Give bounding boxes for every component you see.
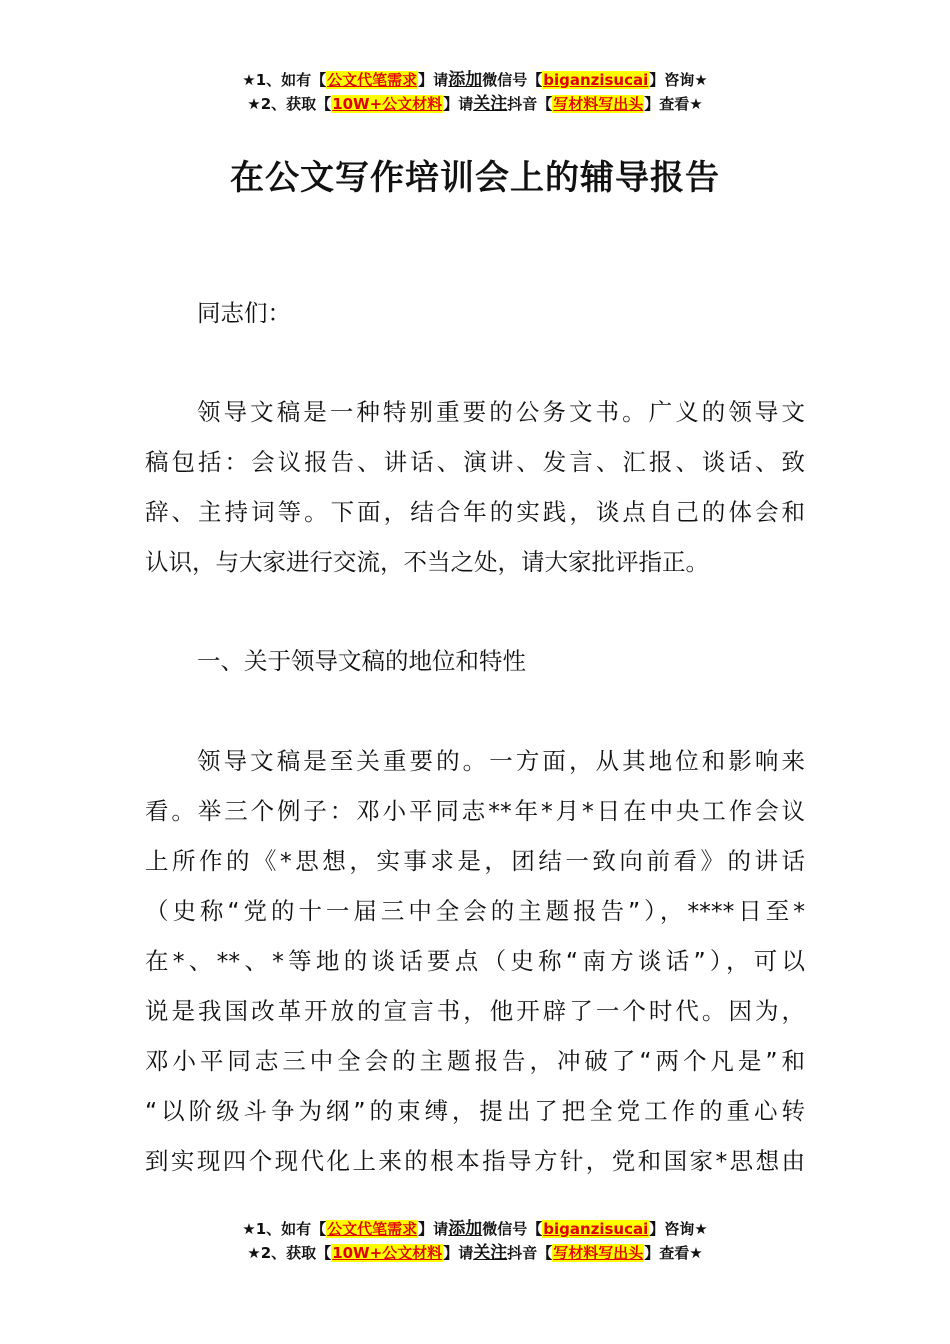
text-line: 认识，与大家进行交流，不当之处，请大家批评指正。 [145,548,709,576]
text-line: “以阶级斗争为纲”的束缚，提出了把全党工作的重心转 [145,1097,805,1125]
promo-underlined: 关注 [473,1243,508,1263]
promo-banner-top [0,68,950,116]
promo-text: 】咨询★ [649,71,708,89]
promo-text: 微信号【 [482,1220,543,1238]
text-line: 到实现四个现代化上来的根本指导方针，党和国家*思想由 [145,1147,805,1175]
promo-highlight: 10W+公文材料 [332,1244,443,1262]
promo-text: 】请 [418,71,449,89]
text-line: 辞、主持词等。下面，结合年的实践，谈点自己的体会和 [145,498,805,526]
promo-highlight: 10W+公文材料 [332,95,443,113]
text-line: 邓小平同志三中全会的主题报告，冲破了“两个凡是”和 [145,1047,805,1075]
promo-text: 】咨询★ [649,1220,708,1238]
text-line: （史称“党的十一届三中全会的主题报告”），****日至* [145,897,805,925]
text-line: 在*、**、*等地的谈话要点（史称“南方谈话”），可以 [145,947,805,975]
salutation-text: 同志们： [197,299,291,327]
promo-text: 微信号【 [482,71,543,89]
promo-highlight: 公文代笔需求 [327,71,418,89]
text-line: 一、关于领导文稿的地位和特性 [197,647,526,675]
promo-text: 】请 [418,1220,449,1238]
promo-highlight: 公文代笔需求 [327,1220,418,1238]
promo-text: 】请 [443,95,474,113]
promo-banner-bottom [0,1217,950,1265]
promo-highlight: biganzisucai [543,71,649,89]
text-line: 上所作的《*思想，实事求是，团结一致向前看》的讲话 [145,847,805,875]
text-line: 说是我国改革开放的宣言书，他开辟了一个时代。因为， [145,997,805,1025]
document-title: 在公文写作培训会上的辅导报告 [230,158,720,198]
paragraph-body [145,736,805,1186]
text-line: 稿包括：会议报告、讲话、演讲、发言、汇报、谈话、致 [145,448,805,476]
promo-line-2 [0,92,950,116]
promo-text: 抖音【 [507,1244,553,1262]
promo-text: ★2、获取【 [247,1244,332,1262]
text-line: 领导文稿是至关重要的。一方面，从其地位和影响来 [197,747,805,775]
promo-underlined: 关注 [473,94,508,114]
text-line: 看。举三个例子：邓小平同志**年*月*日在中央工作会议 [145,797,805,825]
paragraph-intro [145,387,805,587]
text-line: 领导文稿是一种特别重要的公务文书。广义的领导文 [197,398,805,426]
promo-text: 】查看★ [644,1244,703,1262]
promo-line-2 [0,1241,950,1265]
promo-text: ★2、获取【 [247,95,332,113]
salutation [145,288,805,338]
promo-underlined: 添加 [448,70,483,90]
promo-highlight: biganzisucai [543,1220,649,1238]
promo-text: ★1、如有【 [242,71,327,89]
promo-highlight: 写材料写出头 [553,1244,644,1262]
promo-text: 】请 [443,1244,474,1262]
promo-text: 抖音【 [507,95,553,113]
promo-highlight: 写材料写出头 [553,95,644,113]
promo-underlined: 添加 [448,1219,483,1239]
promo-line-1 [0,1217,950,1241]
promo-text: ★1、如有【 [242,1220,327,1238]
section-heading [145,636,805,686]
promo-text: 】查看★ [644,95,703,113]
promo-line-1 [0,68,950,92]
